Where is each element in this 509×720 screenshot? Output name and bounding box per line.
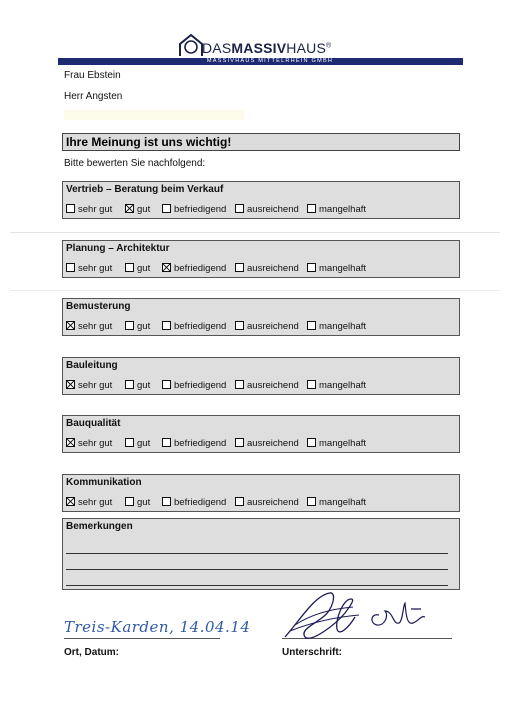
rating-option-label: gut <box>137 204 151 215</box>
rating-option[interactable] <box>235 204 299 215</box>
rating-option[interactable] <box>162 438 226 449</box>
checkbox-icon[interactable] <box>125 263 134 272</box>
rating-option[interactable] <box>307 321 366 332</box>
rating-option-label: mangelhaft <box>319 263 367 274</box>
checkbox-icon[interactable] <box>307 321 316 330</box>
rating-option-label: gut <box>137 497 151 508</box>
form-title-box <box>62 133 460 151</box>
checkbox-icon[interactable] <box>307 263 316 272</box>
rating-option-label: ausreichend <box>247 263 299 274</box>
rating-option-label: mangelhaft <box>319 204 367 215</box>
rating-option[interactable] <box>307 263 366 274</box>
logo-wordmark: DASMASSIVHAUS® <box>202 40 332 56</box>
rating-option[interactable] <box>66 497 112 508</box>
handwritten-signature <box>275 585 445 643</box>
place-date-label: Ort, Datum: <box>64 647 119 658</box>
rating-option[interactable] <box>235 380 299 391</box>
remarks-line[interactable] <box>66 569 448 570</box>
rating-option[interactable] <box>125 204 150 215</box>
checkbox-icon[interactable] <box>235 321 244 330</box>
rating-section-title: Bauleitung <box>66 360 118 371</box>
rating-section <box>62 240 460 278</box>
rating-section-title: Planung – Architektur <box>66 243 170 254</box>
rating-option[interactable] <box>125 321 150 332</box>
rating-option[interactable] <box>307 497 366 508</box>
rating-section <box>62 181 460 219</box>
checkbox-icon[interactable] <box>125 497 134 506</box>
signature-label: Unterschrift: <box>282 647 343 658</box>
rating-option-label: mangelhaft <box>319 380 367 391</box>
rating-option-label: befriedigend <box>174 321 227 332</box>
faded-text-strip <box>64 110 244 120</box>
checkbox-icon[interactable] <box>235 263 244 272</box>
checkbox-icon[interactable] <box>235 204 244 213</box>
rating-option-label: gut <box>137 321 151 332</box>
rating-option[interactable] <box>307 438 366 449</box>
checkbox-icon[interactable] <box>66 204 75 213</box>
remarks-line[interactable] <box>66 553 448 554</box>
remarks-box <box>62 518 460 590</box>
rating-section-title: Kommunikation <box>66 477 142 488</box>
rating-option-label: ausreichend <box>247 204 299 215</box>
checkbox-icon[interactable] <box>162 321 171 330</box>
checkbox-icon[interactable] <box>162 438 171 447</box>
rating-option-label: sehr gut <box>78 263 113 274</box>
rating-option[interactable] <box>162 380 226 391</box>
recipient-1: Frau Ebstein <box>64 70 121 81</box>
checkbox-icon[interactable] <box>66 263 75 272</box>
scan-artifact <box>10 232 500 233</box>
rating-option-label: gut <box>137 380 151 391</box>
rating-option[interactable] <box>66 438 112 449</box>
rating-option[interactable] <box>66 204 112 215</box>
form-title: Ihre Meinung ist uns wichtig! <box>66 135 232 149</box>
rating-option-label: befriedigend <box>174 380 227 391</box>
checkbox-icon[interactable] <box>162 497 171 506</box>
place-date-line[interactable] <box>64 638 220 639</box>
checkbox-icon[interactable] <box>125 380 134 389</box>
checked-checkbox-icon[interactable] <box>66 438 75 447</box>
rating-option-label: mangelhaft <box>319 321 367 332</box>
form-intro: Bitte bewerten Sie nachfolgend: <box>64 158 206 169</box>
checkbox-icon[interactable] <box>307 204 316 213</box>
rating-option-label: befriedigend <box>174 204 227 215</box>
checked-checkbox-icon[interactable] <box>125 204 134 213</box>
rating-option[interactable] <box>235 321 299 332</box>
recipient-2: Herr Angsten <box>64 91 123 102</box>
rating-option[interactable] <box>125 438 150 449</box>
rating-option[interactable] <box>235 438 299 449</box>
rating-option-label: mangelhaft <box>319 438 367 449</box>
rating-option-label: ausreichend <box>247 438 299 449</box>
rating-option-label: sehr gut <box>78 438 113 449</box>
house-logo-icon <box>178 32 204 58</box>
rating-option-label: ausreichend <box>247 497 299 508</box>
rating-option[interactable] <box>125 497 150 508</box>
rating-section <box>62 415 460 453</box>
rating-option-label: gut <box>137 438 151 449</box>
remarks-title: Bemerkungen <box>66 521 133 532</box>
rating-option[interactable] <box>162 321 226 332</box>
rating-section-title: Vertrieb – Beratung beim Verkauf <box>66 184 224 195</box>
checkbox-icon[interactable] <box>235 497 244 506</box>
rating-option-label: befriedigend <box>174 497 227 508</box>
rating-option-label: befriedigend <box>174 263 227 274</box>
checkbox-icon[interactable] <box>307 438 316 447</box>
checkbox-icon[interactable] <box>307 380 316 389</box>
checked-checkbox-icon[interactable] <box>66 380 75 389</box>
rating-section-title: Bemusterung <box>66 301 131 312</box>
rating-option[interactable] <box>66 321 112 332</box>
rating-option-label: mangelhaft <box>319 497 367 508</box>
rating-option-label: sehr gut <box>78 321 113 332</box>
rating-option[interactable] <box>235 263 299 274</box>
handwritten-place-date: Treis-Karden, 14.04.14 <box>64 618 251 636</box>
rating-option-label: ausreichend <box>247 321 299 332</box>
checkbox-icon[interactable] <box>235 380 244 389</box>
checked-checkbox-icon[interactable] <box>66 497 75 506</box>
rating-option-label: sehr gut <box>78 497 113 508</box>
rating-option[interactable] <box>66 263 112 274</box>
rating-option[interactable] <box>125 380 150 391</box>
checkbox-icon[interactable] <box>162 380 171 389</box>
rating-section-title: Bauqualität <box>66 418 121 429</box>
rating-section <box>62 298 460 336</box>
rating-option[interactable] <box>162 497 226 508</box>
rating-option-label: gut <box>137 263 151 274</box>
checkbox-icon[interactable] <box>235 438 244 447</box>
checkbox-icon[interactable] <box>162 204 171 213</box>
logo-subtitle: MASSIVHAUS MITTELRHEIN GMBH <box>206 58 334 64</box>
rating-option[interactable] <box>162 204 226 215</box>
rating-section <box>62 474 460 512</box>
rating-option[interactable] <box>125 263 150 274</box>
rating-option-label: sehr gut <box>78 204 113 215</box>
checkbox-icon[interactable] <box>125 321 134 330</box>
rating-option[interactable] <box>66 380 112 391</box>
rating-option[interactable] <box>307 204 366 215</box>
rating-option-label: befriedigend <box>174 438 227 449</box>
checkbox-icon[interactable] <box>307 497 316 506</box>
rating-option-label: sehr gut <box>78 380 113 391</box>
checkbox-icon[interactable] <box>125 438 134 447</box>
checked-checkbox-icon[interactable] <box>162 263 171 272</box>
rating-option[interactable] <box>162 263 226 274</box>
rating-section <box>62 357 460 395</box>
checked-checkbox-icon[interactable] <box>66 321 75 330</box>
rating-option[interactable] <box>307 380 366 391</box>
scan-artifact <box>10 290 500 291</box>
rating-option[interactable] <box>235 497 299 508</box>
rating-option-label: ausreichend <box>247 380 299 391</box>
